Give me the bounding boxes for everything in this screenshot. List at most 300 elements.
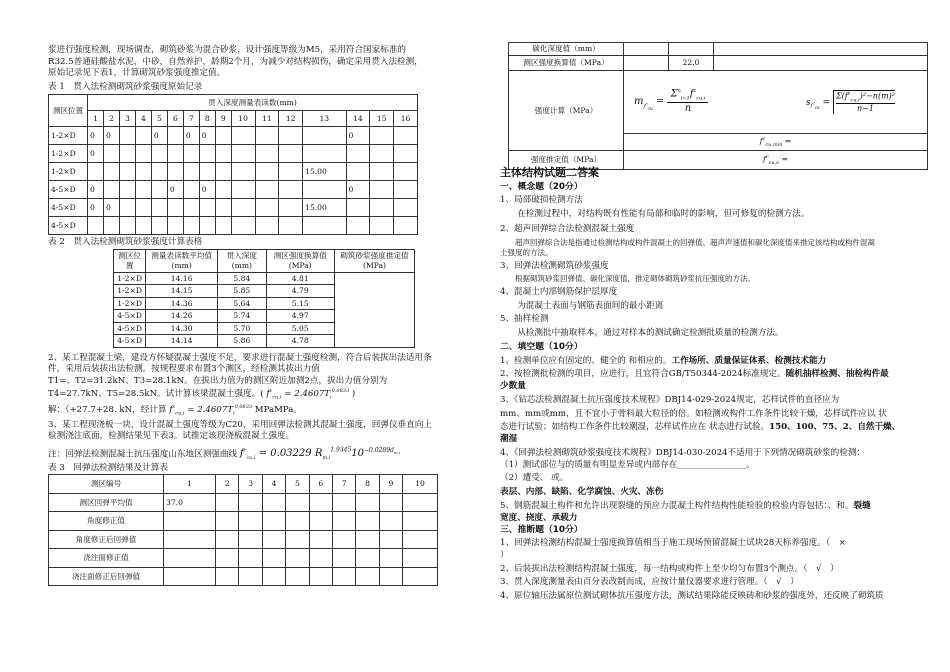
intro-line-3: 原始记录见下表1，计算砌筑砂浆强度推定值。 [48,68,226,79]
t1-row-label: 4-5×D [49,180,88,198]
concept-2-answer-2: 土强度的方法。 [500,248,553,258]
t2-cell: 5.15 [266,297,334,310]
t1-cell [135,126,151,144]
t1-col-header: 3 [119,110,135,126]
t3-cell: 37.0 [164,493,216,512]
t3-cell [379,530,402,549]
q2-line-4-close: ) [351,388,356,399]
t3-row-label: 浇注面修正值 [49,549,164,568]
t1-cell [279,216,303,234]
concept-1-answer: 在检测过程中，对结构既有性能有局部和临时的影响，但可修复的检测方法。 [517,209,810,220]
concept-5: 5、抽样检测 [500,314,549,325]
t1-col-header: 12 [279,110,303,126]
t3-cell [379,512,402,531]
t1-cell [255,144,279,162]
t3-cell [286,512,309,531]
t1-cell [215,126,231,144]
fill-4-line-3: （2）遭受、 或。 [500,473,569,484]
t1-cell [303,180,346,198]
t1-cell [394,144,418,162]
t1-col-header: 2 [103,110,119,126]
concept-3: 3、回弹法检测砌筑砂浆强度 [500,260,609,271]
t3-cell [286,549,309,568]
table-row [49,198,418,216]
section3-heading: 三、推断题（10分） [500,525,583,536]
t1-cell: 0 [103,126,119,144]
t2-cell: 5.74 [218,310,266,323]
t1-cell: 0 [88,144,104,162]
fill-4-blank: ________________ [677,459,747,470]
t1-row-label: 1-2×D [49,144,88,162]
t1-cell [231,162,255,180]
t2-cell: 5.84 [218,272,266,285]
t2-cell: 1-2×D [114,297,146,310]
t4-estimate-label: 强度推定值（MPa） [509,151,624,170]
t3-cell [403,567,438,586]
t1-cell [394,198,418,216]
t1-cell [255,216,279,234]
t1-cell: 15.00 [303,162,346,180]
table1 [48,94,418,235]
t1-cell [255,126,279,144]
t1-cell [394,162,418,180]
t1-cell [199,216,215,234]
t1-cell: 0 [199,126,215,144]
t1-col-header: 8 [199,110,215,126]
t3-col-header: 2 [216,475,239,494]
t3-cell [309,493,332,512]
t3-cell [216,549,239,568]
q2-line-1: 2、某工程混凝土梁，建设方怀疑混凝土强度不足，要求进行混凝土强度检测，符合后装拔出法适用条 [48,352,432,363]
t2-cell: 14.30 [146,322,218,335]
t1-cell [199,144,215,162]
t2-cell: 14.15 [146,285,218,298]
t2-cell: 4.97 [266,310,334,323]
t1-cell [370,144,394,162]
t1-corner: 测区位置 [49,94,88,126]
t1-cell [303,144,346,162]
t3-cell [164,530,216,549]
t3-row-label: 角度修正值 [49,512,164,531]
t4-mean-formula: $m_{f^c_{cu}}$ = $\Sigma^n_{i=1}f^c_{cu,i}$ n [634,88,708,115]
t1-cell [215,216,231,234]
t1-cell [303,216,346,234]
q2-formula: $f^c_{cu,i} = 2.4607T_i^{0.0833}$ [266,387,350,401]
q2-line-3: T1=、T2=31.2kN、T3=28.1kN。在拔出力值为的测区附近加测2点，拔出力值分别为 [48,376,388,387]
t1-header: 贯入深度测量表读数(mm) [88,94,418,110]
t3-col-header: 5 [286,475,309,494]
t1-cell: 15.00 [303,198,346,216]
q2-solution-text: 解：（+27.7+28. kN，经计算 [48,404,167,415]
t1-cell [370,180,394,198]
t3-cell [403,530,438,549]
t2-cell: 4-5×D [114,335,146,348]
intro-line-1: 浆进行强度检测，现场调查，砌筑砂浆为混合砂浆，设计强度等级为M5，采用符合国家标准的 [48,45,407,55]
t2-cell: 14.36 [146,297,218,310]
t1-col-header: 10 [231,110,255,126]
t1-col-header: 9 [215,110,231,126]
t1-cell [151,216,167,234]
t1-cell [151,144,167,162]
intro-line-2: R32.5普通硅酸盐水泥，中砂，自然养护，龄期2个月，为减少对结构损伤，确定采用贯入法检测， [48,56,423,67]
t1-cell [346,144,370,162]
t3-col-header: 9 [379,475,402,494]
t3-col-header: 7 [332,475,355,494]
fill-5-answer: 裂缝 [853,500,871,511]
t2-cell: 14.16 [146,272,218,285]
t4-strength-label: 测区强度换算值（MPa） [509,56,624,71]
concept-4-answer: 为混凝土表面与钢筋表面间的最小距离 [517,300,664,311]
t1-cell [103,180,119,198]
judge-4: 4、原位轴压法属原位测试砌体抗压强度方法，测试结果除能反映砖和砂浆的强度外，还反映了砌筑质 [500,591,884,602]
t1-col-header: 7 [183,110,199,126]
t1-cell: 0 [151,126,167,144]
t2-cell: 14.26 [146,310,218,323]
t1-cell: 0 [183,126,199,144]
t3-cell [309,512,332,531]
t1-cell [135,216,151,234]
t1-cell [255,162,279,180]
fill-2-answer: 随机抽样检测、抽检构件最 [785,369,889,380]
fill-1-answer: 工作场所、质量保证体系、检测技术能力 [671,355,827,366]
table-row [49,126,418,144]
table1-caption: 表 1 贯入法检测砌筑砂浆强度原始记录 [48,82,203,93]
t1-cell [151,198,167,216]
t1-row-label: 1-2×D [49,126,88,144]
t1-cell [370,216,394,234]
t1-cell [183,144,199,162]
t1-col-header: 13 [303,110,346,126]
fill-1-question: 1、检测单位应有固定的、健全的 和相应的。 [500,355,672,366]
t1-cell: 0 [167,180,183,198]
t1-cell [135,198,151,216]
t1-cell [167,162,183,180]
fill-2-question: 2、按检测批检测的项目，应进行，且宜符合GB/T50344-2024标准规定。 [500,369,786,380]
t1-cell [279,126,303,144]
t2-cell: 4-5×D [114,310,146,323]
answer-title: 主体结构试题二答案 [500,166,599,179]
q2-line-4 [48,388,473,401]
t1-cell [303,126,346,144]
q2-line-2: 件，采用后装拔出法检测。按规程要求布置3个测区，经检测其拔出力值 [48,364,320,375]
section2-heading: 二、填空题（10分） [500,341,583,352]
t3-cell [379,549,402,568]
t1-cell [119,216,135,234]
judge-1-end: ） [500,549,509,560]
t3-cell [379,567,402,586]
t3-cell [164,567,216,586]
judge-1: 1、回弹法检测结构混凝土强度换算值相当于施工现场预留混凝土试块28天标养强度。（ × [500,538,846,549]
t1-cell [370,126,394,144]
t1-row-label: 4-5×D [49,216,88,234]
t3-cell [239,512,262,531]
q2-solution-unit: MPaMPa。 [254,404,303,415]
t3-cell [262,512,285,531]
t3-cell [239,530,262,549]
t1-cell [183,180,199,198]
fill-3-line-1: 3、《钻芯法检测混凝土抗压强度技术规程》DBJ14-029-2024规定，芯样试件的直径应为 [500,394,840,405]
t3-cell [262,549,285,568]
t1-cell [167,126,183,144]
t2-cell: 5.86 [218,335,266,348]
t2-header: 测区强度换算值(MPa) [266,249,334,272]
t4-strength-value: 22.0 [669,56,714,71]
t1-cell: 0 [88,126,104,144]
t3-row-label: 测区回弹平均值 [49,493,164,512]
t1-cell [394,126,418,144]
t1-row-label: 1-2×D [49,162,88,180]
t4-min-formula: $f^c_{cu,min}$ = [624,134,928,151]
concept-1: 1、局部破损检测方法 [500,194,583,205]
t1-cell [231,216,255,234]
t2-estimate-cell [334,272,414,347]
t2-cell: 4.79 [266,285,334,298]
judge-3: 3、贯入深度测量表由百分表改制而成，应按计量仪器要求进行管理。（ √ ） [500,577,799,588]
t2-header: 测区位置 [114,249,146,272]
t3-cell [403,549,438,568]
t3-cell [216,512,239,531]
t1-cell: 0 [88,180,104,198]
t2-cell: 4-5×D [114,322,146,335]
t1-cell [135,144,151,162]
right-column [500,0,930,603]
t1-cell [167,198,183,216]
t3-cell [286,530,309,549]
fill-5-answer-cont: 宽度、挠度、承载力 [500,512,578,523]
t1-cell [279,144,303,162]
table-row [49,180,418,198]
t3-cell [356,493,379,512]
t4-formulas [624,71,928,134]
t1-row-label: 4-5×D [49,198,88,216]
t3-cell [332,567,355,586]
t4-calc-label: 强度计算（MPa） [509,71,624,151]
concept-5-answer: 从检测批中抽取样本，通过对样本的测试确定检测批质量的检测方法。 [517,328,784,338]
t1-cell [231,144,255,162]
t3-cell [216,493,239,512]
t1-cell [279,180,303,198]
t2-cell: 5.05 [266,322,334,335]
q3-line-2: 检测浇注底面，检测结果见下表3。试推定该现浇板混凝土强度。 [48,431,295,442]
t2-cell: 5.85 [218,285,266,298]
q2-line-4-text: T4=27.7kN、T5=28.5kN。试计算该梁混凝土强度。( [48,388,264,399]
t3-cell [332,512,355,531]
section1-heading: 一、概念题（20分） [500,181,583,192]
t1-cell [199,162,215,180]
table-row [49,512,438,531]
t1-cell [119,198,135,216]
t1-cell [215,198,231,216]
table2 [113,249,415,348]
t3-cell [286,493,309,512]
t3-cell [309,549,332,568]
t1-cell [394,180,418,198]
t1-cell [183,162,199,180]
t1-col-header: 1 [88,110,104,126]
t2-header: 贯入深度(mm) [218,249,266,272]
fill-2 [500,369,930,380]
table-row [49,162,418,180]
t3-cell [332,530,355,549]
t2-cell: 5.70 [218,322,266,335]
t1-cell [215,180,231,198]
t1-cell [279,162,303,180]
table3 [48,474,438,586]
t3-cell [262,493,285,512]
t3-cell [332,549,355,568]
t1-cell [255,198,279,216]
fill-4-line-1: 4、《回弹法检测砌筑砂浆强度技术规程》DBJ14-030-2024不适用于下列情况砌筑砂浆的检测： [500,447,866,458]
concept-4: 4、混凝土内部钢筋保护层厚度 [500,286,618,297]
fill-2-answer-cont: 少数量 [500,381,526,392]
t1-cell [346,198,370,216]
t1-cell [183,216,199,234]
fill-3-line-2: mm、mm或mm，且不宜小于骨料最大粒径的倍。如检测或构件工作条件比较干燥，芯样试件应以 状 [500,408,887,419]
t2-cell: 4.81 [266,272,334,285]
t2-cell: 4.78 [266,335,334,348]
table-row [49,216,418,234]
t3-cell [239,549,262,568]
t3-cell [309,567,332,586]
t3-col-header: 3 [239,475,262,494]
t1-col-header: 5 [151,110,167,126]
t1-cell [167,216,183,234]
t3-cell [262,567,285,586]
t1-col-header: 11 [255,110,279,126]
table4 [508,42,928,170]
fill-3-answer-cont: 潮湿 [500,434,518,445]
t3-col-header: 6 [309,475,332,494]
t1-cell [231,126,255,144]
fill-3-answer: 150、100、75、2、自然干燥、 [769,422,901,433]
table3-caption: 表 3 回弹法检测结果及计算表 [48,462,168,473]
t3-cell [239,493,262,512]
t1-cell: 0 [103,198,119,216]
t1-cell [215,162,231,180]
t3-cell [356,549,379,568]
t1-cell [231,198,255,216]
t3-cell [262,530,285,549]
fill-4-item-1: （1）测试部位与的质量有明显差异或内部存在 [500,459,678,470]
t1-cell [370,198,394,216]
t1-cell [119,180,135,198]
t1-cell [151,180,167,198]
t2-header: 测量表读数平均值(mm) [146,249,218,272]
t1-col-header: 4 [135,110,151,126]
t1-col-header: 16 [394,110,418,126]
t3-corner: 测区编号 [49,475,164,494]
t2-cell: 14.14 [146,335,218,348]
t3-row-label: 角度修正后回弹值 [49,530,164,549]
t1-cell [103,162,119,180]
t3-col-header: 8 [356,475,379,494]
fill-4-item-1-end: 。 [746,459,755,470]
t1-cell [231,180,255,198]
q3-line-1: 3、某工程现浇板一块，设计混凝土强度等级为C20，采用回弹法检测其混凝土强度，回弹仪垂直向上 [48,419,432,430]
q2-solution-formula: $f^c_{cu,i} = 2.4607T_i^{0.0833}$ [169,403,253,417]
fill-3-line-3 [500,422,930,433]
concept-3-answer: 根据砌筑砂浆回弹值、碳化深度值，推定砌体砌筑砂浆抗压强度的方法。 [515,274,755,284]
fill-1 [500,356,930,367]
concept-2-answer-1: 超声回弹综合法是指通过检测结构或构件混凝土的回弹值、超声声速值和碳化深度值来推定该结构或构件混凝 [515,237,875,247]
t3-cell [239,567,262,586]
fill-3-question-end: 态进行试验；如结构工作条件比较潮湿，芯样试件应在 状态进行试验。 [500,422,770,433]
table-row [49,144,418,162]
t1-cell: 0 [199,180,215,198]
table2-caption: 表 2 贯入法检测砌筑砂浆强度计算表格 [48,236,203,247]
t1-cell [199,198,215,216]
t3-cell [379,493,402,512]
t1-cell [119,162,135,180]
t1-cell [183,198,199,216]
table-row [49,530,438,549]
t3-cell [164,512,216,531]
t1-cell: 0 [346,126,370,144]
t1-cell [370,162,394,180]
t3-cell [356,567,379,586]
t2-cell: 1-2×D [114,272,146,285]
t1-cell [119,144,135,162]
t3-cell [216,567,239,586]
t1-cell: 0 [346,180,370,198]
t2-header: 砌筑砂浆强度推定值(MPa) [334,249,414,272]
fill-4-answer: 表层、内部、缺陷、化学腐蚀、火灾、冻伤 [500,487,664,498]
t4-sd-formula: $s_{f^c_{cu}}$ = $\Sigma(f^c_{cu,i})^2-n(m)^2$ n−1 [805,90,895,114]
q2-solution [48,404,473,417]
t1-cell [394,216,418,234]
t1-cell [88,216,104,234]
t1-cell [215,144,231,162]
t3-cell [216,530,239,549]
t3-cell [286,567,309,586]
fill-5 [500,501,930,512]
t1-cell [255,180,279,198]
judge-2: 2、后装拔出法检测结构混凝土强度，每一结构或构件上至少均匀布置3个测点。（ √ ） [500,563,839,574]
t1-cell [135,162,151,180]
t1-cell [119,126,135,144]
table-row [49,567,438,586]
t1-cell [88,162,104,180]
t3-cell [332,493,355,512]
table-row [49,493,438,512]
q3-formula: $f^c_{cu,i} = 0.03229$ $R_{m,i}^{1.9345}10^{-0.0289d_{m,i}}$ [239,447,401,462]
t1-cell [135,180,151,198]
t3-col-header: 1 [164,475,216,494]
t1-cell: 0 [88,198,104,216]
t3-cell [356,512,379,531]
t3-cell [403,512,438,531]
t3-cell [403,493,438,512]
t3-col-header: 10 [403,475,438,494]
table-row [49,549,438,568]
t1-cell [151,162,167,180]
t3-cell [164,549,216,568]
q3-note-text: 注：回弹法检测混凝土抗压强度山东地区测强曲线 [48,449,238,460]
t1-col-header: 15 [370,110,394,126]
t3-cell [356,530,379,549]
t1-cell [346,216,370,234]
t1-cell [279,198,303,216]
table-row [114,272,415,285]
t3-cell [309,530,332,549]
q3-note [48,447,473,462]
t3-row-label: 浇注面修正后回弹值 [49,567,164,586]
concept-2: 2、超声回弹综合法检测混凝土强度 [500,224,635,235]
t1-col-header: 6 [167,110,183,126]
t4-estimate-formula: $f^c_{cu,e}$ = [624,151,928,170]
t4-carbon-label: 碳化深度值（mm） [509,43,624,56]
t1-cell [103,144,119,162]
